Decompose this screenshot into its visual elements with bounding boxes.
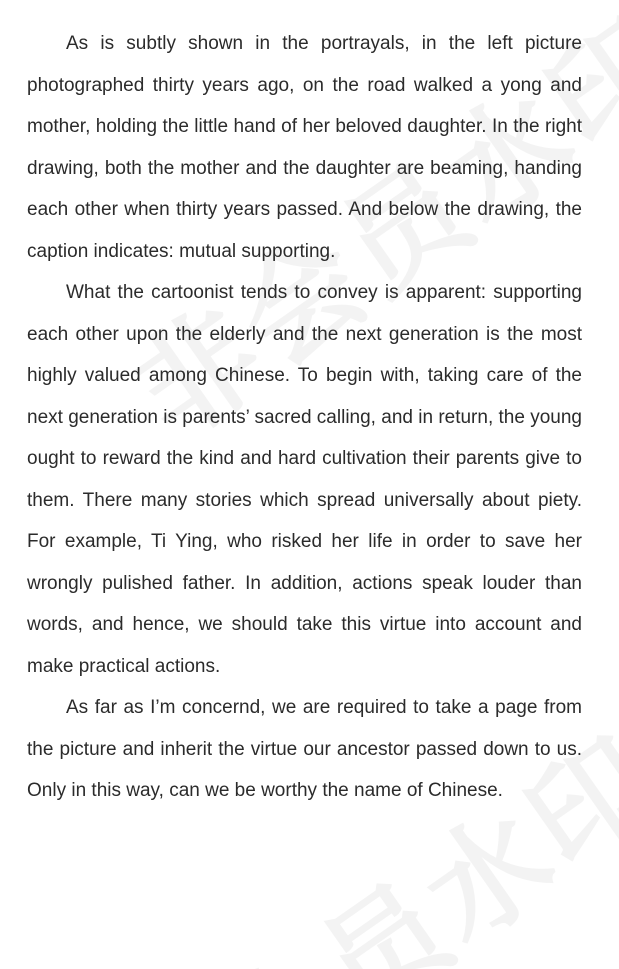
paragraph: As far as I’m concernd, we are required to take a page from the picture and inherit the virtue our ancestor passed down to us. Only in this way, can we be worthy the name of Chinese. xyxy=(27,697,582,801)
paragraph: As is subtly shown in the portrayals, in the left picture photographed thirty years ago, on the road walked a yong and mother, holding the little hand of her beloved daughter. In the right drawing, both the mother and the daughter are beaming, handing each other when thirty years passed. And below the drawing, the caption indicates: mutual supporting. xyxy=(27,33,582,262)
essay-body xyxy=(27,23,582,812)
paragraph: What the cartoonist tends to convey is apparent: supporting each other upon the elderly and the next generation is the most highly valued among Chinese. To begin with, taking care of the next generation is parents’ sacred calling, and in return, the young ought to reward the kind and hard cultivation their parents give to them. There many stories which spread universally about piety. For example, Ti Ying, who risked her life in order to save her wrongly pulished father. In addition, actions speak louder than words, and hence, we should take this virtue into account and make practical actions. xyxy=(27,282,582,677)
